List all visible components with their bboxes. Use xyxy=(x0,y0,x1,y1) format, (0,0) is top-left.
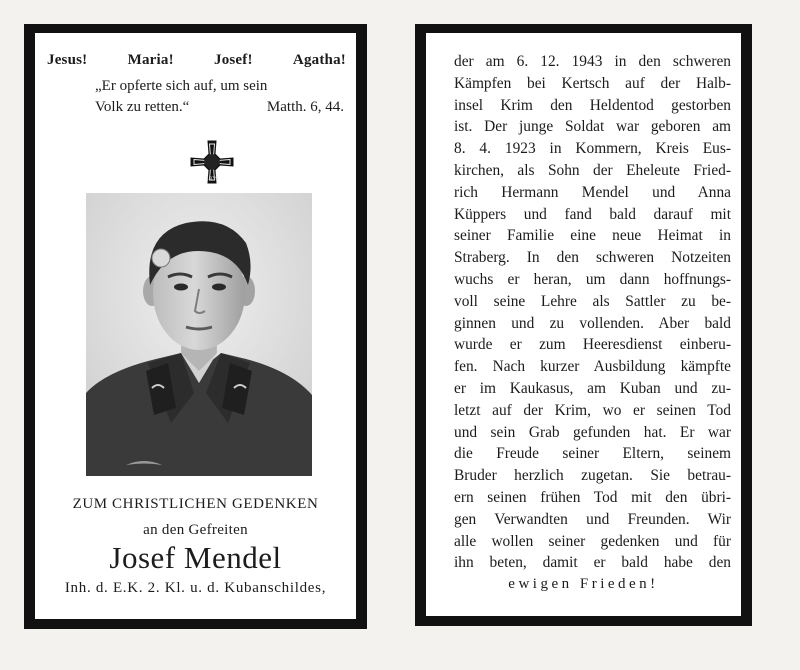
biography-line: Straberg. In den schweren Notzeiten xyxy=(454,249,731,267)
biography-line: er im Kaukasus, am Kuban und zu- xyxy=(454,379,731,397)
biography-line: gen Verwandten und Freunden. Wir xyxy=(454,510,731,528)
biography-line: seiner Familie eine neue Heimat in xyxy=(454,227,731,245)
biography-line: rich Hermann Mendel und Anna xyxy=(454,183,731,201)
quote-line xyxy=(95,97,344,118)
biography-line: wuchs er heran, um dann hoffnungs- xyxy=(454,270,731,288)
quote-reference: Matth. 6, 44. xyxy=(266,99,344,115)
biography-line: letzt auf der Krim, wo er seinen Tod xyxy=(454,401,731,419)
invocation-word: Jesus! xyxy=(47,52,88,68)
quote-text: Volk zu retten.“ xyxy=(95,99,190,115)
biography-line: Küppers und fand bald darauf mit xyxy=(454,205,731,223)
biography-line: die Freude seiner Eltern, seinem xyxy=(454,445,731,463)
invocation-line xyxy=(47,52,346,69)
invocation-word: Maria! xyxy=(127,52,174,68)
biography-line: kirchen, als Sohn der Eheleute Fried- xyxy=(454,161,731,179)
biography-line: insel Krim den Heldentod gestorben xyxy=(454,96,731,114)
biography-line: ist. Der junge Soldat war geboren am xyxy=(454,118,731,136)
portrait-photo xyxy=(86,193,312,476)
biography-line: der am 6. 12. 1943 in den schweren xyxy=(454,53,731,70)
iron-cross-icon xyxy=(187,137,237,187)
decoration-line: Inh. d. E.K. 2. Kl. u. d. Kubanschildes, xyxy=(64,580,327,596)
biography-line: ihn beten, damit er bald habe den xyxy=(454,554,731,572)
biography-line: fen. Nach kurzer Ausbildung kämpfte xyxy=(454,358,731,376)
biography-line: Bruder herzlich zugetan. Sie betrau- xyxy=(454,467,731,485)
rank-caption: an den Gefreiten xyxy=(143,522,248,538)
biography-text xyxy=(454,51,731,574)
cross-year: 1939 xyxy=(205,176,219,182)
bible-quote xyxy=(95,76,344,118)
invocation-word: Josef! xyxy=(214,52,253,68)
biography-line: voll seine Lehre als Sattler zu be- xyxy=(454,292,731,310)
biography-line: ern seinen frühen Tod mit den übri- xyxy=(454,488,731,506)
invocation-word: Agatha! xyxy=(292,52,346,68)
biography-line: Kämpfen bei Kertsch auf der Halb- xyxy=(454,74,731,92)
biography-line: ginnen und zu vollenden. Aber bald xyxy=(454,314,731,332)
biography-line: alle wollen seiner gedenken und für xyxy=(454,532,731,550)
memorial-card-back xyxy=(415,24,752,626)
deceased-name: Josef Mendel xyxy=(109,540,282,575)
biography-line: und sein Grab gefunden hat. Er war xyxy=(454,423,731,441)
biography-line: 8. 4. 1923 in Kommern, Kreis Eus- xyxy=(454,140,731,158)
closing-line: ewigen Frieden! xyxy=(508,576,659,592)
quote-line: „Er opferte sich auf, um sein xyxy=(95,78,268,94)
memorial-caption: ZUM CHRISTLICHEN GEDENKEN xyxy=(72,496,319,512)
biography-line: wurde er zum Heeresdienst einberu- xyxy=(454,336,731,354)
memorial-card-front xyxy=(24,24,367,629)
